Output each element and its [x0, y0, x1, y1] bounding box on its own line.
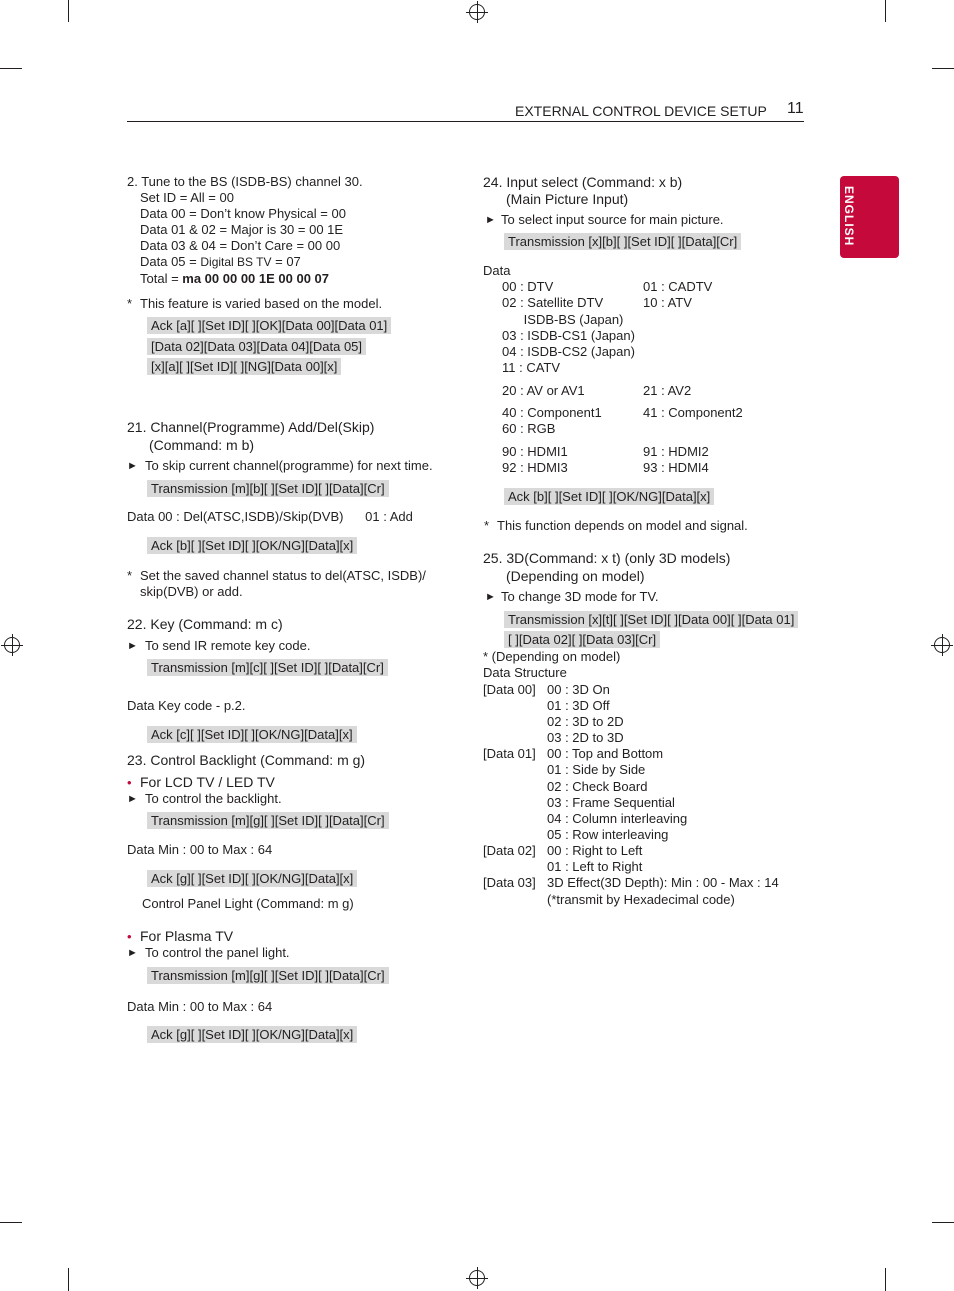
item25-ds: Data Structure: [483, 665, 567, 680]
input-code: 01 : CADTV: [643, 279, 713, 294]
crop-mark: [0, 68, 22, 69]
registration-mark-icon: [4, 637, 20, 653]
ack-box: Ack [b][ ][Set ID][ ][OK/NG][Data][x]: [504, 488, 714, 505]
crop-mark: [885, 1268, 886, 1291]
ack-box: Ack [b][ ][Set ID][ ][OK/NG][Data][x]: [147, 537, 357, 554]
transmission-box: Transmission [x][b][ ][Set ID][ ][Data][Cr]: [504, 233, 741, 250]
item23-desc2: To control the panel light.: [145, 945, 290, 960]
input-code: ISDB-BS (Japan): [502, 312, 624, 327]
data02-label: [Data 02]: [483, 843, 536, 858]
item25-depending: * (Depending on model): [483, 649, 621, 664]
data-value: 00 : Right to Left: [547, 843, 643, 858]
input-code: 11 : CATV: [502, 360, 561, 375]
crop-mark: [932, 68, 954, 69]
item21-data: Data 00 : Del(ATSC,ISDB)/Skip(DVB) 01 : Add: [127, 509, 413, 524]
bullet-icon: •: [127, 929, 132, 944]
item23-panel: Control Panel Light (Command: m g): [142, 896, 354, 911]
ack-box: [x][a][ ][Set ID][ ][NG][Data 00][x]: [147, 358, 341, 375]
item23-sub2: For Plasma TV: [140, 928, 234, 944]
item22-desc: To send IR remote key code.: [145, 638, 311, 653]
item23-sub: For LCD TV / LED TV: [140, 774, 275, 790]
crop-mark: [932, 1222, 954, 1223]
transmission-box: Transmission [m][g][ ][Set ID][ ][Data][Cr]: [147, 967, 389, 984]
item21-cmd: (Command: m b): [149, 437, 255, 453]
input-code: 10 : ATV: [643, 295, 692, 310]
note-star: *: [127, 568, 133, 583]
item2-line: Data 00 = Don’t know Physical = 00: [140, 206, 346, 221]
input-code: 40 : Component1: [502, 405, 602, 420]
item23-desc: To control the backlight.: [145, 791, 282, 806]
item22-title: 22. Key (Command: m c): [127, 616, 283, 632]
item2-line: Data 05 = Digital BS TV = 07: [140, 254, 301, 269]
item25-desc: To change 3D mode for TV.: [501, 589, 659, 604]
item22-data: Data Key code - p.2.: [127, 698, 246, 713]
input-code: 03 : ISDB-CS1 (Japan): [502, 328, 635, 343]
arrow-icon: ►: [127, 947, 138, 959]
arrow-icon: ►: [127, 793, 138, 805]
item2-line: Data 03 & 04 = Don’t Care = 00 00: [140, 238, 341, 253]
item24-data-label: Data: [483, 263, 511, 278]
input-code: 41 : Component2: [643, 405, 743, 420]
ack-box: [Data 02][Data 03][Data 04][Data 05]: [147, 338, 366, 355]
item23-data2: Data Min : 00 to Max : 64: [127, 999, 273, 1014]
item2-title: 2. Tune to the BS (ISDB-BS) channel 30.: [127, 174, 363, 189]
input-code: 92 : HDMI3: [502, 460, 568, 475]
data-value: 05 : Row interleaving: [547, 827, 669, 842]
data-value: 01 : 3D Off: [547, 698, 610, 713]
item23-title: 23. Control Backlight (Command: m g): [127, 752, 366, 768]
note-star: *: [484, 518, 490, 533]
item2-line: Data 01 & 02 = Major is 30 = 00 1E: [140, 222, 344, 237]
input-code: 02 : Satellite DTV: [502, 295, 604, 310]
data-value: 02 : 3D to 2D: [547, 714, 624, 729]
input-code: 00 : DTV: [502, 279, 554, 294]
input-code: 20 : AV or AV1: [502, 383, 585, 398]
crop-mark: [885, 0, 886, 22]
data-value: 01 : Side by Side: [547, 762, 646, 777]
arrow-icon: ►: [485, 591, 496, 603]
registration-mark-icon: [469, 4, 485, 20]
transmission-box: Transmission [x][t][ ][Set ID][ ][Data 00][ ][Data 01]: [504, 611, 798, 628]
item24-cmd: (Main Picture Input): [506, 191, 629, 207]
item21-note: Set the saved channel status to del(ATSC, ISDB)/: [140, 568, 426, 583]
item21-desc: To skip current channel(programme) for next time.: [145, 458, 433, 473]
data-value: 00 : 3D On: [547, 682, 610, 697]
item23-data: Data Min : 00 to Max : 64: [127, 842, 273, 857]
input-code: 04 : ISDB-CS2 (Japan): [502, 344, 635, 359]
input-code: 93 : HDMI4: [643, 460, 709, 475]
crop-mark: [0, 1222, 22, 1223]
input-code: 91 : HDMI2: [643, 444, 709, 459]
transmission-box: Transmission [m][c][ ][Set ID][ ][Data][Cr]: [147, 659, 388, 676]
item2-note: This feature is varied based on the model.: [140, 296, 383, 311]
ack-box: Ack [g][ ][Set ID][ ][OK/NG][Data][x]: [147, 1026, 357, 1043]
data-value: (*transmit by Hexadecimal code): [547, 892, 735, 907]
arrow-icon: ►: [127, 460, 138, 472]
input-code: 21 : AV2: [643, 383, 692, 398]
registration-mark-icon: [469, 1270, 485, 1286]
header-rule: [127, 121, 804, 122]
item2-line: Set ID = All = 00: [140, 190, 234, 205]
ack-box: Ack [c][ ][Set ID][ ][OK/NG][Data][x]: [147, 726, 357, 743]
data-value: 02 : Check Board: [547, 779, 648, 794]
item24-title: 24. Input select (Command: x b): [483, 174, 683, 190]
input-code: 60 : RGB: [502, 421, 556, 436]
transmission-box: Transmission [m][b][ ][Set ID][ ][Data][Cr]: [147, 480, 389, 497]
note-star: *: [127, 296, 133, 311]
input-code: 90 : HDMI1: [502, 444, 568, 459]
language-tab: ENGLISH: [840, 176, 899, 258]
data01-label: [Data 01]: [483, 746, 536, 761]
transmission-box: Transmission [m][g][ ][Set ID][ ][Data][Cr]: [147, 812, 389, 829]
item2-total: Total = ma 00 00 00 1E 00 00 07: [140, 271, 330, 286]
data-value: 03 : Frame Sequential: [547, 795, 675, 810]
ack-box: Ack [g][ ][Set ID][ ][OK/NG][Data][x]: [147, 870, 357, 887]
crop-mark: [68, 1268, 69, 1291]
bullet-icon: •: [127, 775, 132, 790]
registration-mark-icon: [934, 637, 950, 653]
data03-label: [Data 03]: [483, 875, 536, 890]
item24-desc: To select input source for main picture.: [501, 212, 724, 227]
arrow-icon: ►: [127, 640, 138, 652]
item24-note: This function depends on model and signal.: [497, 518, 748, 533]
page-number: 11: [787, 100, 804, 117]
section-header: EXTERNAL CONTROL DEVICE SETUP: [515, 103, 767, 119]
data-value: 01 : Left to Right: [547, 859, 643, 874]
data-value: 03 : 2D to 3D: [547, 730, 624, 745]
transmission-box: [ ][Data 02][ ][Data 03][Cr]: [504, 631, 660, 648]
item21-title: 21. Channel(Programme) Add/Del(Skip): [127, 419, 375, 435]
arrow-icon: ►: [485, 214, 496, 226]
item21-note: skip(DVB) or add.: [140, 584, 243, 599]
data-value: 3D Effect(3D Depth): Min : 00 - Max : 14: [547, 875, 779, 890]
data-value: 04 : Column interleaving: [547, 811, 688, 826]
crop-mark: [68, 0, 69, 22]
ack-box: Ack [a][ ][Set ID][ ][OK][Data 00][Data 01]: [147, 317, 391, 334]
data-value: 00 : Top and Bottom: [547, 746, 664, 761]
item25-cmd: (Depending on model): [506, 568, 645, 584]
item25-title: 25. 3D(Command: x t) (only 3D models): [483, 550, 731, 566]
data00-label: [Data 00]: [483, 682, 536, 697]
